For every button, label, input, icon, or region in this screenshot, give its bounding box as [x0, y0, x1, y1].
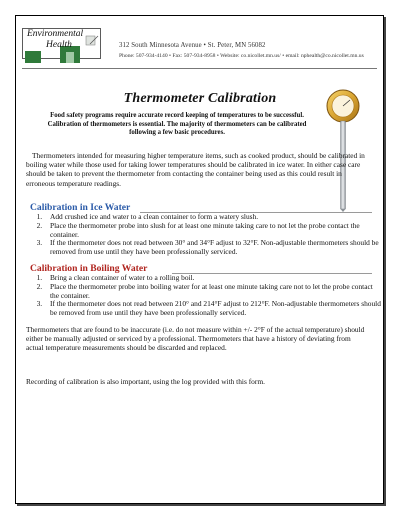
list-item: 3. If the thermometer does not read between 210° and 214°F adjust to 212°F. Non-adjustable thermometers should be removed from use until they have been professionally serviced.	[44, 300, 382, 318]
boiling-water-heading: Calibration in Boiling Water	[30, 263, 148, 274]
address-line: 312 South Minnesota Avenue • St. Peter, MN 56082	[119, 42, 266, 49]
list-item: 2. Place the thermometer probe into boiling water for at least one minute taking care not to let the probe contact the container.	[44, 283, 382, 301]
paragraph-calibration-types: Thermometers intended for measuring higher temperature items, such as cooked product, should be calibrated in boiling water while those used for taking lower temperatures should be calibrated in ice water. In either case care should be taken to prevent the thermometer from contacting the container being used as this could result in erroneous temperature readings.	[26, 151, 365, 188]
paragraph-inaccurate-thermometers: Thermometers that are found to be inaccurate (i.e. do not measure within +/- 2°F of the actual temperature) should either be manually adjusted or serviced by a professional. Thermometers that have a history of deviating from actual temperature measurements should be discarded and replaced.	[26, 325, 365, 353]
list-item: 1. Bring a clean container of water to a rolling boil.	[44, 274, 382, 283]
contact-line: Phone: 507-934-4140 • Fax: 507-934-8958 • Website: co.nicollet.mn.us/ • email: nphealth@co.nicollet.mn.us	[119, 53, 364, 59]
list-item: 1. Add crushed ice and water to a clean container to form a watery slush.	[44, 213, 382, 222]
paragraph-recording: Recording of calibration is also important, using the log provided with this form.	[26, 377, 265, 386]
list-item: 2. Place the thermometer probe into slush for at least one minute taking care to not let the probe contact the container.	[44, 222, 382, 240]
ice-water-heading: Calibration in Ice Water	[30, 202, 131, 213]
thermometer-icon	[312, 88, 374, 212]
logo-line-2: Health	[46, 40, 72, 50]
environmental-health-logo	[22, 28, 104, 66]
boiling-water-steps	[28, 274, 382, 318]
ice-water-steps	[28, 213, 382, 257]
page-title: Thermometer Calibration	[123, 91, 277, 106]
intro-text: Food safety programs require accurate record keeping of temperatures to be successful. Calibration of thermometers is essential. The majority of thermometers can be calibrated following a few basic procedures.	[47, 112, 307, 137]
logo-line-1: Environmental	[27, 29, 84, 39]
header-divider	[22, 68, 377, 69]
list-item: 3. If the thermometer does not read between 30° and 34°F adjust to 32°F. Non-adjustable thermometers should be removed from use until they have been professionally serviced.	[44, 239, 382, 257]
